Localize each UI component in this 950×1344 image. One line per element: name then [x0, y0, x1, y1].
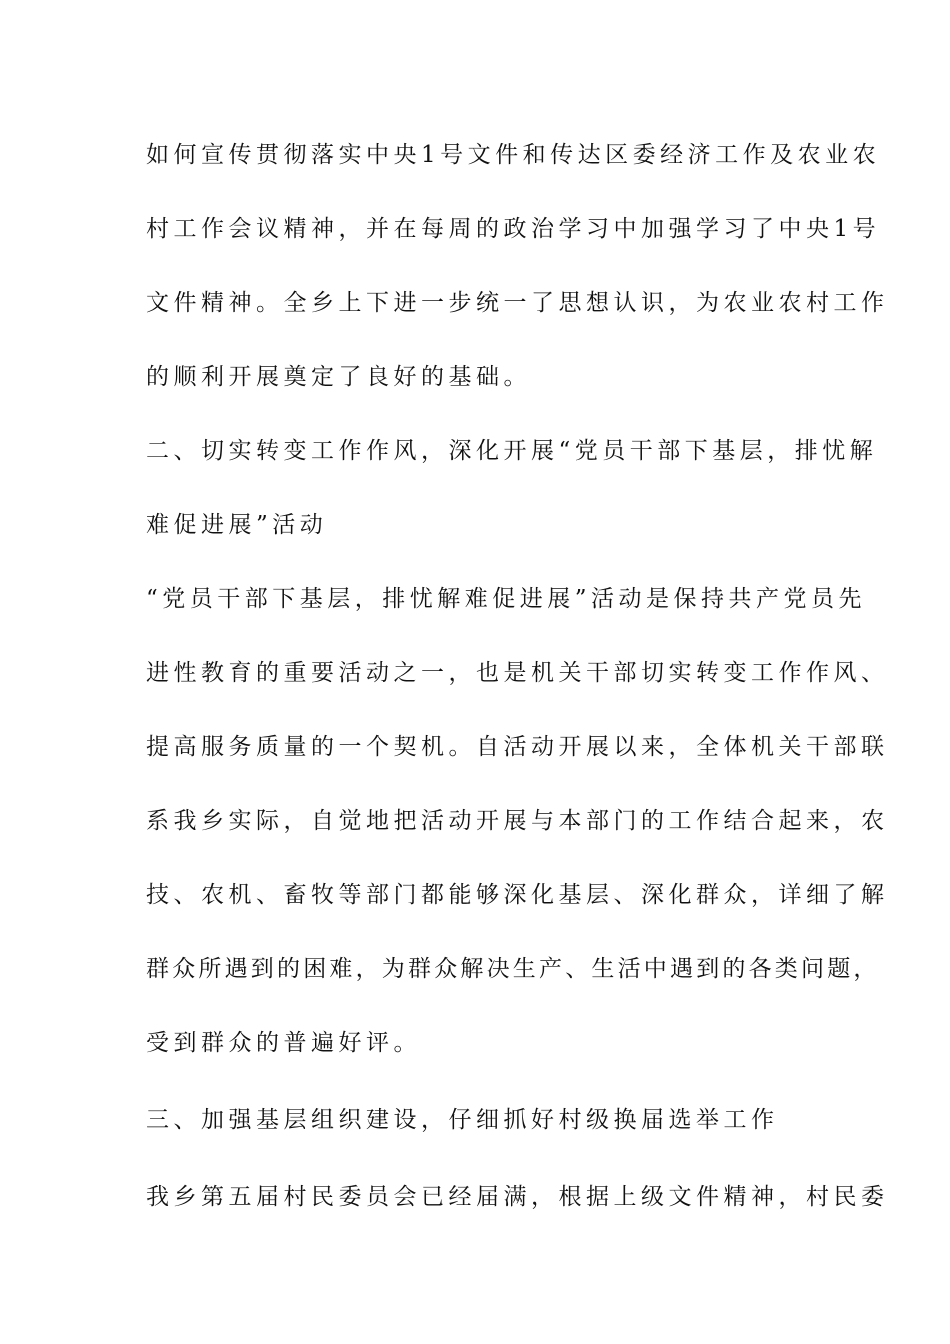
paragraph-line: 受到群众的普遍好评。 — [146, 1030, 421, 1056]
paragraph-line: 如何宣传贯彻落实中央1号文件和传达区委经济工作及农业农 — [146, 142, 881, 168]
section-heading-line: 二、切实转变工作作风，深化开展“党员干部下基层，排忧解 — [146, 438, 878, 464]
section-heading-line: 难促进展”活动 — [146, 512, 328, 538]
paragraph-line: 技、农机、畜牧等部门都能够深化基层、深化群众，详细了解 — [146, 882, 889, 908]
section-heading-line: 三、加强基层组织建设，仔细抓好村级换届选举工作 — [146, 1107, 779, 1133]
paragraph-line: 村工作会议精神，并在每周的政治学习中加强学习了中央1号 — [146, 216, 881, 242]
paragraph-line: 系我乡实际，自觉地把活动开展与本部门的工作结合起来，农 — [146, 808, 889, 834]
paragraph-line: 的顺利开展奠定了良好的基础。 — [146, 364, 531, 390]
paragraph-line: 提高服务质量的一个契机。自活动开展以来，全体机关干部联 — [146, 734, 889, 760]
paragraph-line: 文件精神。全乡上下进一步统一了思想认识，为农业农村工作 — [146, 290, 889, 316]
paragraph-line: 我乡第五届村民委员会已经届满，根据上级文件精神，村民委 — [146, 1184, 889, 1210]
paragraph-line: 进性教育的重要活动之一，也是机关干部切实转变工作作风、 — [146, 660, 889, 686]
paragraph-line: 群众所遇到的困难，为群众解决生产、生活中遇到的各类问题， — [146, 956, 880, 982]
paragraph-line: “党员干部下基层，排忧解难促进展”活动是保持共产党员先 — [146, 586, 867, 612]
